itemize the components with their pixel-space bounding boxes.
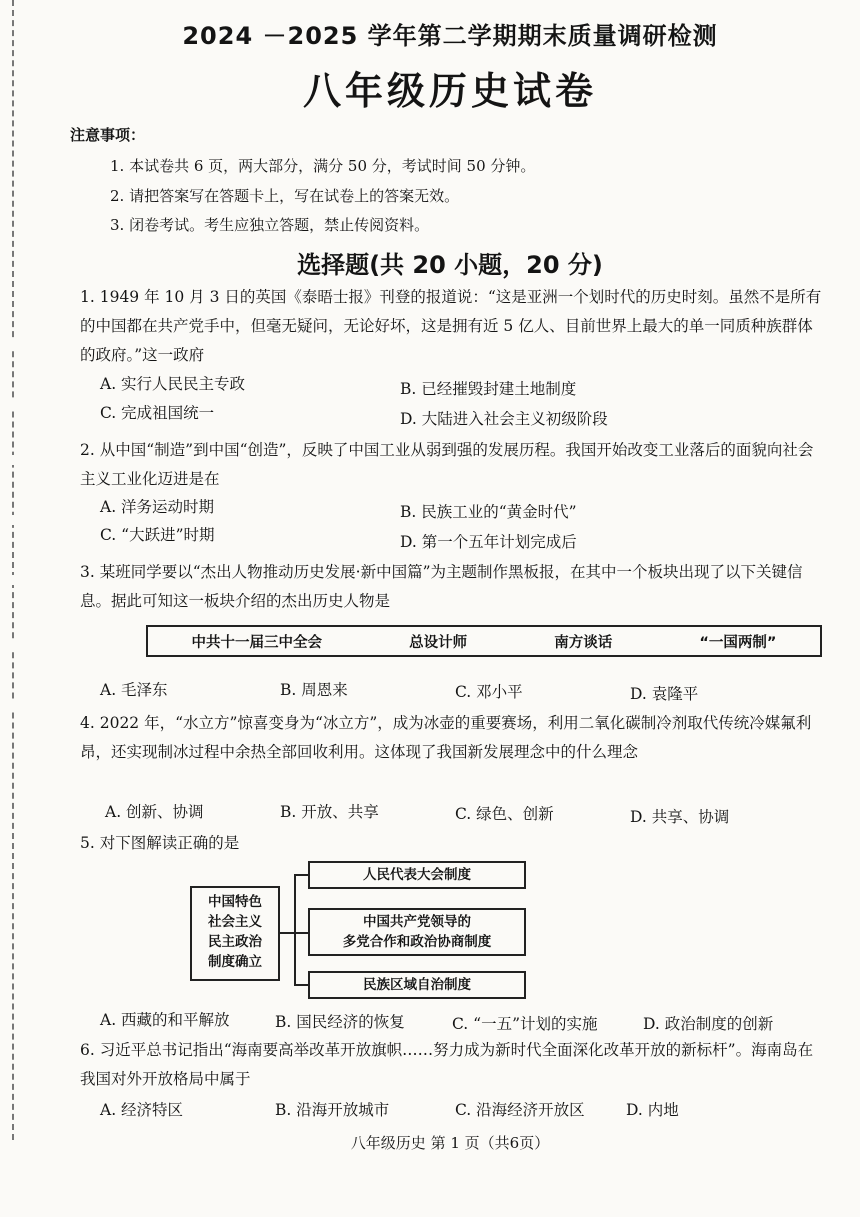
- q3-option-b: B. 周恩来: [280, 681, 348, 699]
- notice-heading: 注意事项：: [70, 126, 146, 144]
- diagram-root-line: 社会主义: [208, 914, 262, 930]
- diagram-root-line: 民主政治: [208, 934, 262, 950]
- q6-option-c: C. 沿海经济开放区: [455, 1101, 585, 1119]
- q3-option-c: C. 邓小平: [455, 683, 523, 701]
- q2-option-b: B. 民族工业的“黄金时代”: [400, 503, 577, 521]
- q5-option-d: D. 政治制度的创新: [643, 1015, 774, 1033]
- diagram-box-autonomy: 民族区域自治制度: [308, 971, 526, 999]
- exam-header: 2024 －2025 学年第二学期期末质量调研检测: [182, 22, 718, 50]
- binding-mark: [4, 700, 18, 710]
- q6-option-b: B. 沿海开放城市: [275, 1101, 390, 1119]
- question-6-stem: 6. 习近平总书记指出“海南要高举改革开放旗帜……努力成为新时代全面深化改革开放的新标杆”。海南岛在我国对外开放格局中属于: [80, 1041, 814, 1088]
- keyword: “一国两制”: [699, 634, 777, 651]
- question-4-stem: 4. 2022 年，“水立方”惊喜变身为“冰立方”，成为冰壶的重要赛场，利用二氧化碳制冷剂取代传统冷媒氟利昂，还实现制冰过程中余热全部回收利用。这体现了我国新发展理念中的什么理念: [80, 714, 812, 761]
- question-3-stem: 3. 某班同学要以“杰出人物推动历史发展·新中国篇”为主题制作黑板报，在其中一个板块出现了以下关键信息。据此可知这一板块介绍的杰出历史人物是: [80, 563, 803, 610]
- notice-item: 2. 请把答案写在答题卡上，写在试卷上的答案无效。: [110, 187, 460, 205]
- institution-diagram: [190, 858, 530, 998]
- binding-mark: [4, 455, 18, 465]
- keyword-box: [146, 625, 822, 657]
- binding-mark: [4, 515, 18, 525]
- binding-mark: [4, 640, 18, 650]
- q4-option-a: A. 创新、协调: [105, 803, 204, 821]
- q3-option-d: D. 袁隆平: [630, 685, 699, 703]
- q4-option-b: B. 开放、共享: [280, 803, 379, 821]
- question-5-stem: 5. 对下图解读正确的是: [80, 834, 240, 852]
- q6-option-a: A. 经济特区: [100, 1101, 184, 1119]
- binding-mark: [4, 575, 18, 585]
- page-footer: 八年级历史 第 1 页（共6页）: [350, 1134, 550, 1152]
- diagram-root-line: 中国特色: [208, 894, 262, 910]
- q2-option-c: C. “大跃进”时期: [100, 526, 215, 544]
- binding-mark: [4, 340, 18, 350]
- diagram-connector: [294, 874, 296, 986]
- paper-title: 八年级历史试卷: [302, 69, 597, 113]
- q3-option-a: A. 毛泽东: [100, 681, 168, 699]
- q5-option-c: C. “一五”计划的实施: [452, 1015, 598, 1033]
- q6-option-d: D. 内地: [626, 1101, 679, 1119]
- q1-option-a: A. 实行人民民主专政: [100, 375, 246, 393]
- q4-option-d: D. 共享、协调: [630, 808, 730, 826]
- diagram-box-line: 多党合作和政治协商制度: [342, 934, 492, 950]
- binding-line: [12, 0, 14, 1140]
- diagram-connector: [294, 874, 308, 876]
- diagram-connector: [280, 932, 294, 934]
- diagram-connector: [294, 932, 308, 934]
- notice-item: 3. 闭卷考试。考生应独立答题，禁止传阅资料。: [110, 216, 430, 234]
- diagram-root-box: [190, 886, 280, 981]
- q1-option-c: C. 完成祖国统一: [100, 404, 215, 422]
- q2-option-d: D. 第一个五年计划完成后: [400, 533, 577, 551]
- section-title: 选择题(共 20 小题，20 分): [297, 251, 603, 279]
- notice-item: 1. 本试卷共 6 页，两大部分，满分 50 分，考试时间 50 分钟。: [110, 157, 536, 175]
- diagram-box-line: 中国共产党领导的: [363, 914, 471, 930]
- q5-option-b: B. 国民经济的恢复: [275, 1013, 405, 1031]
- question-2-stem: 2. 从中国“制造”到中国“创造”，反映了中国工业从弱到强的发展历程。我国开始改变工业落后的面貌向社会主义工业化迈进是在: [80, 441, 814, 488]
- q4-option-c: C. 绿色、创新: [455, 805, 554, 823]
- keyword: 中共十一届三中全会: [191, 634, 323, 651]
- question-1-stem: 1. 1949 年 10 月 3 日的英国《泰晤士报》刊登的报道说：“这是亚洲一个划时代的历史时刻。虽然不是所有的中国都在共产党手中，但毫无疑问，无论好坏，这是拥有近 5 亿人、目前世界上最大的单一同质种族群体的政府。”这一政府: [80, 288, 822, 364]
- keyword: 总设计师: [409, 634, 468, 651]
- diagram-box-npc: 人民代表大会制度: [308, 861, 526, 889]
- diagram-connector: [294, 984, 308, 986]
- q5-option-a: A. 西藏的和平解放: [100, 1011, 230, 1029]
- keyword: 南方谈话: [554, 634, 613, 651]
- q2-option-a: A. 洋务运动时期: [100, 498, 215, 516]
- q1-option-b: B. 已经摧毁封建土地制度: [400, 380, 577, 398]
- diagram-root-line: 制度确立: [208, 954, 262, 970]
- binding-mark: [4, 400, 18, 410]
- q1-option-d: D. 大陆进入社会主义初级阶段: [400, 410, 608, 428]
- diagram-box-cppcc: [308, 908, 526, 956]
